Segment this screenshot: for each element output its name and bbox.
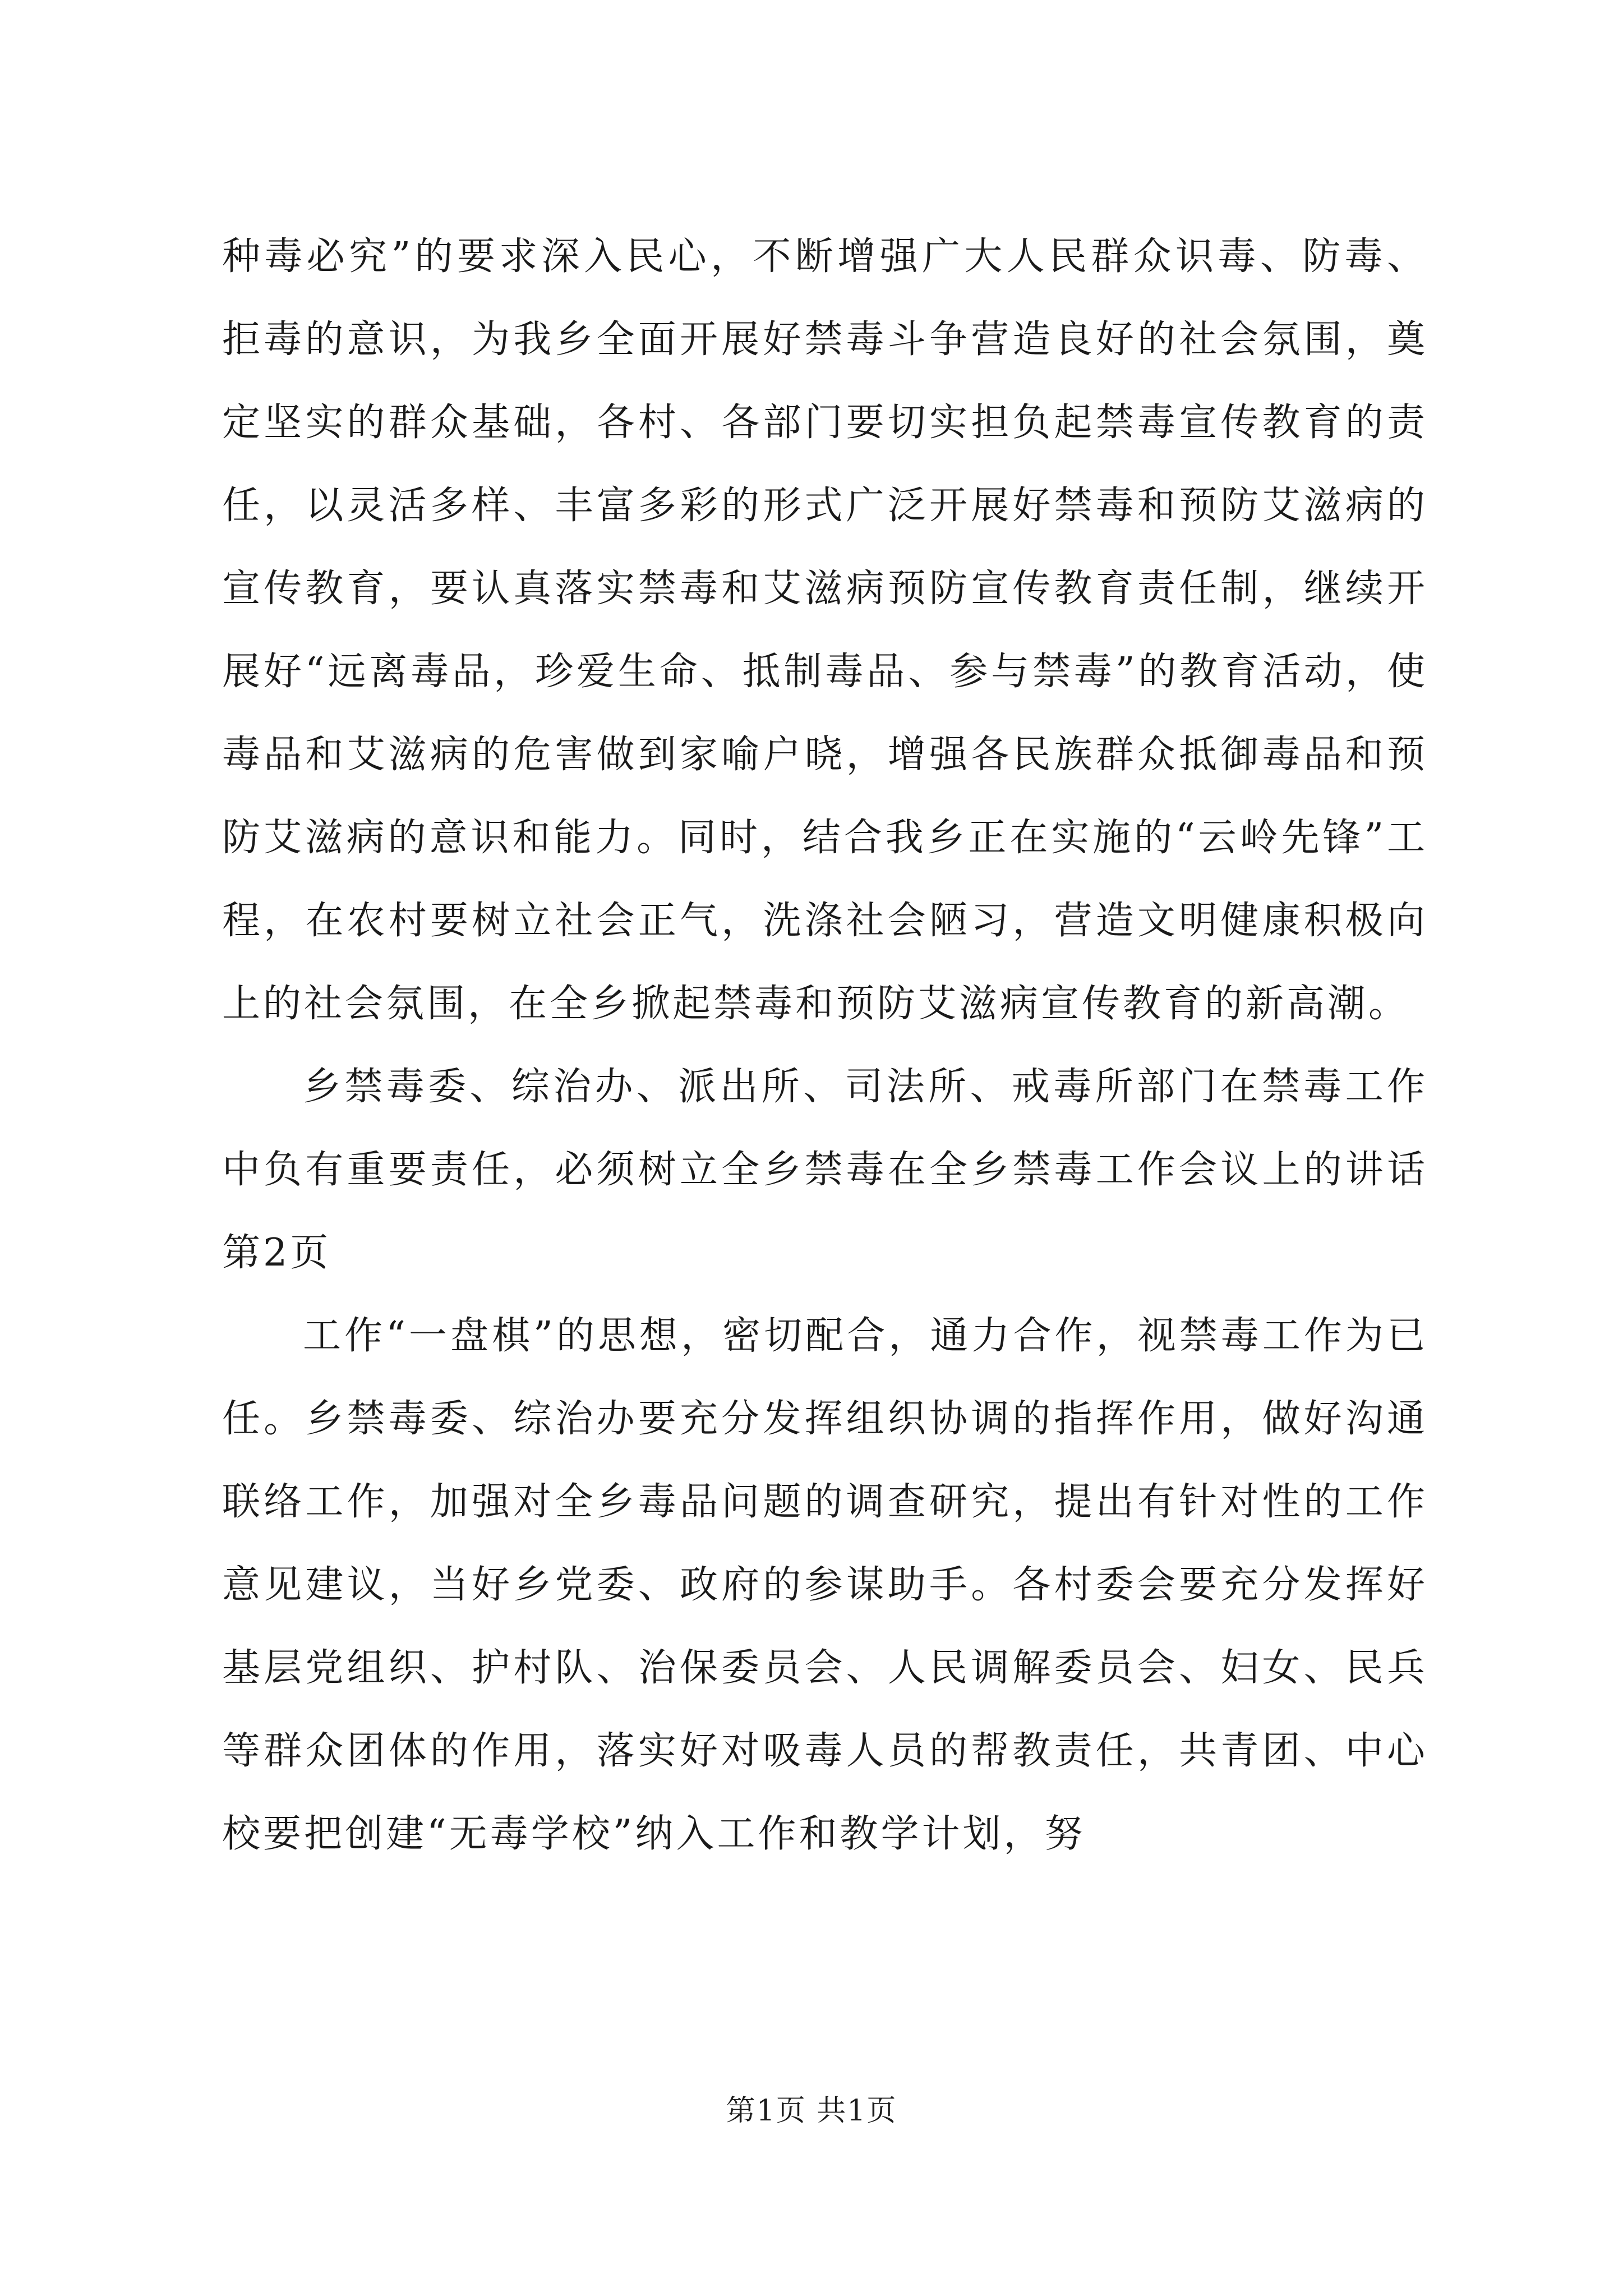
document-body xyxy=(222,215,1428,1876)
page-footer: 第1页 共1页 xyxy=(726,2094,897,2128)
paragraph-1: 种毒必究”的要求深入民心，不断增强广大人民群众识毒、防毒、拒毒的意识，为我乡全面开展好禁毒斗争营造良好的社会氛围，奠定坚实的群众基础，各村、各部门要切实担负起禁毒宣传教育的责任，以灵活多样、丰富多彩的形式广泛开展好禁毒和预防艾滋病的宣传教育，要认真落实禁毒和艾滋病预防宣传教育责任制，继续开展好“远离毒品，珍爱生命、抵制毒品、参与禁毒”的教育活动，使毒品和艾滋病的危害做到家喻户晓，增强各民族群众抵御毒品和预防艾滋病的意识和能力。同时，结合我乡正在实施的“云岭先锋”工程，在农村要树立社会正气，洗涤社会陋习，营造文明健康积极向上的社会氛围，在全乡掀起禁毒和预防艾滋病宣传教育的新高潮。 xyxy=(222,234,1428,1026)
paragraph-3: 工作“一盘棋”的思想，密切配合，通力合作，视禁毒工作为已任。乡禁毒委、综治办要充分发挥组织协调的指挥作用，做好沟通联络工作，加强对全乡毒品问题的调查研究，提出有针对性的工作意见建议，当好乡党委、政府的参谋助手。各村委会要充分发挥好基层党组织、护村队、治保委员会、人民调解委员会、妇女、民兵等群众团体的作用，落实好对吸毒人员的帮教责任，共青团、中心校要把创建“无毒学校”纳入工作和教学计划，努 xyxy=(222,1314,1428,1856)
paragraph-2: 乡禁毒委、综治办、派出所、司法所、戒毒所部门在禁毒工作中负有重要责任，必须树立全乡禁毒在全乡禁毒工作会议上的讲话第2页 xyxy=(222,1065,1428,1275)
